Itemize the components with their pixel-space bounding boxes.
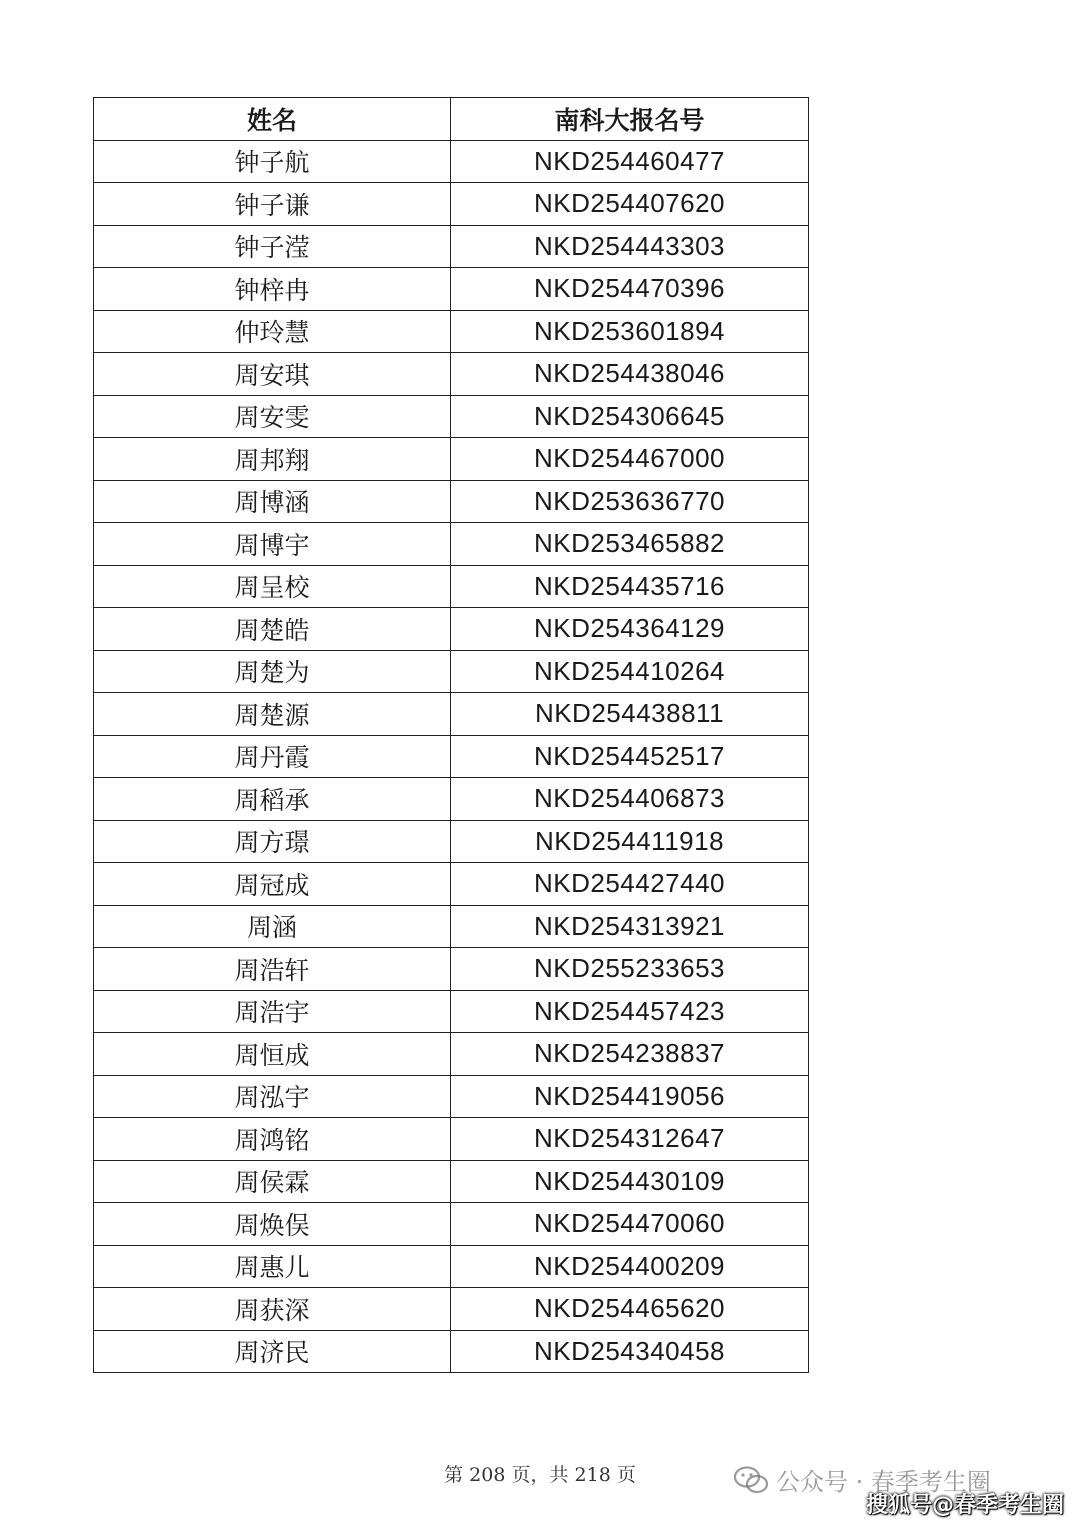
cell-registration-number: NKD254430109 bbox=[451, 1160, 809, 1203]
cell-name: 周安琪 bbox=[94, 353, 451, 396]
cell-name: 周涵 bbox=[94, 905, 451, 948]
cell-name: 周冠成 bbox=[94, 863, 451, 906]
table-header-row bbox=[94, 98, 809, 141]
cell-registration-number: NKD254238837 bbox=[451, 1033, 809, 1076]
cell-registration-number: NKD254470060 bbox=[451, 1203, 809, 1246]
cell-registration-number: NKD254470396 bbox=[451, 268, 809, 311]
cell-name: 周济民 bbox=[94, 1330, 451, 1373]
page-number: 第 208 页，共 218 页 bbox=[444, 1464, 636, 1486]
cell-registration-number: NKD254312647 bbox=[451, 1118, 809, 1161]
table-row bbox=[94, 608, 809, 651]
cell-name: 周博涵 bbox=[94, 480, 451, 523]
official-account-text: 公众号 · 春季考生圈 bbox=[776, 1468, 991, 1496]
cell-registration-number: NKD254419056 bbox=[451, 1075, 809, 1118]
cell-name: 周浩宇 bbox=[94, 990, 451, 1033]
cell-registration-number: NKD254411918 bbox=[451, 820, 809, 863]
table-row bbox=[94, 990, 809, 1033]
cell-registration-number: NKD254460477 bbox=[451, 140, 809, 183]
cell-name: 周惠儿 bbox=[94, 1245, 451, 1288]
table-row bbox=[94, 140, 809, 183]
cell-name: 周楚源 bbox=[94, 693, 451, 736]
table-row bbox=[94, 1203, 809, 1246]
cell-registration-number: NKD253636770 bbox=[451, 480, 809, 523]
cell-registration-number: NKD254400209 bbox=[451, 1245, 809, 1288]
cell-registration-number: NKD254340458 bbox=[451, 1330, 809, 1373]
cell-registration-number: NKD254364129 bbox=[451, 608, 809, 651]
table-row bbox=[94, 693, 809, 736]
cell-name: 钟子航 bbox=[94, 140, 451, 183]
table-row bbox=[94, 395, 809, 438]
table-row bbox=[94, 650, 809, 693]
cell-registration-number: NKD254443303 bbox=[451, 225, 809, 268]
cell-name: 周安雯 bbox=[94, 395, 451, 438]
cell-name: 周侯霖 bbox=[94, 1160, 451, 1203]
cell-registration-number: NKD254452517 bbox=[451, 735, 809, 778]
cell-registration-number: NKD254438811 bbox=[451, 693, 809, 736]
table-row bbox=[94, 310, 809, 353]
admission-table bbox=[93, 97, 809, 1373]
header-registration-number: 南科大报名号 bbox=[451, 98, 809, 141]
cell-name: 周呈校 bbox=[94, 565, 451, 608]
table-row bbox=[94, 1288, 809, 1331]
header-name: 姓名 bbox=[94, 98, 451, 141]
table-row bbox=[94, 1033, 809, 1076]
cell-registration-number: NKD254435716 bbox=[451, 565, 809, 608]
table-row bbox=[94, 1075, 809, 1118]
cell-name: 周焕俣 bbox=[94, 1203, 451, 1246]
cell-registration-number: NKD254438046 bbox=[451, 353, 809, 396]
cell-name: 周方璟 bbox=[94, 820, 451, 863]
sohu-watermark: 搜狐号@春季考生圈 bbox=[866, 1493, 1065, 1518]
wechat-icon bbox=[732, 1465, 770, 1495]
cell-name: 周楚为 bbox=[94, 650, 451, 693]
cell-name: 周浩轩 bbox=[94, 948, 451, 991]
table-row bbox=[94, 565, 809, 608]
cell-name: 周鸿铭 bbox=[94, 1118, 451, 1161]
table-row bbox=[94, 353, 809, 396]
cell-name: 钟子谦 bbox=[94, 183, 451, 226]
cell-name: 周恒成 bbox=[94, 1033, 451, 1076]
table-row bbox=[94, 905, 809, 948]
table-row bbox=[94, 438, 809, 481]
cell-registration-number: NKD255233653 bbox=[451, 948, 809, 991]
cell-name: 周丹霞 bbox=[94, 735, 451, 778]
cell-registration-number: NKD254410264 bbox=[451, 650, 809, 693]
cell-registration-number: NKD254313921 bbox=[451, 905, 809, 948]
cell-name: 周博宇 bbox=[94, 523, 451, 566]
table-row bbox=[94, 820, 809, 863]
cell-registration-number: NKD254427440 bbox=[451, 863, 809, 906]
table-body bbox=[94, 140, 809, 1373]
cell-registration-number: NKD254465620 bbox=[451, 1288, 809, 1331]
cell-name: 钟梓冉 bbox=[94, 268, 451, 311]
cell-registration-number: NKD254406873 bbox=[451, 778, 809, 821]
cell-name: 仲玲慧 bbox=[94, 310, 451, 353]
cell-registration-number: NKD253465882 bbox=[451, 523, 809, 566]
cell-registration-number: NKD253601894 bbox=[451, 310, 809, 353]
table-row bbox=[94, 1118, 809, 1161]
cell-registration-number: NKD254306645 bbox=[451, 395, 809, 438]
table-row bbox=[94, 778, 809, 821]
cell-registration-number: NKD254457423 bbox=[451, 990, 809, 1033]
table-row bbox=[94, 480, 809, 523]
cell-name: 周稻承 bbox=[94, 778, 451, 821]
cell-name: 周泓宇 bbox=[94, 1075, 451, 1118]
cell-name: 周获深 bbox=[94, 1288, 451, 1331]
table-row bbox=[94, 948, 809, 991]
table-row bbox=[94, 268, 809, 311]
table-row bbox=[94, 183, 809, 226]
cell-registration-number: NKD254467000 bbox=[451, 438, 809, 481]
table-row bbox=[94, 1330, 809, 1373]
cell-registration-number: NKD254407620 bbox=[451, 183, 809, 226]
table-row bbox=[94, 1245, 809, 1288]
table-row bbox=[94, 735, 809, 778]
cell-name: 钟子滢 bbox=[94, 225, 451, 268]
cell-name: 周楚皓 bbox=[94, 608, 451, 651]
table-row bbox=[94, 1160, 809, 1203]
table-row bbox=[94, 863, 809, 906]
cell-name: 周邦翔 bbox=[94, 438, 451, 481]
table-row bbox=[94, 225, 809, 268]
table-row bbox=[94, 523, 809, 566]
